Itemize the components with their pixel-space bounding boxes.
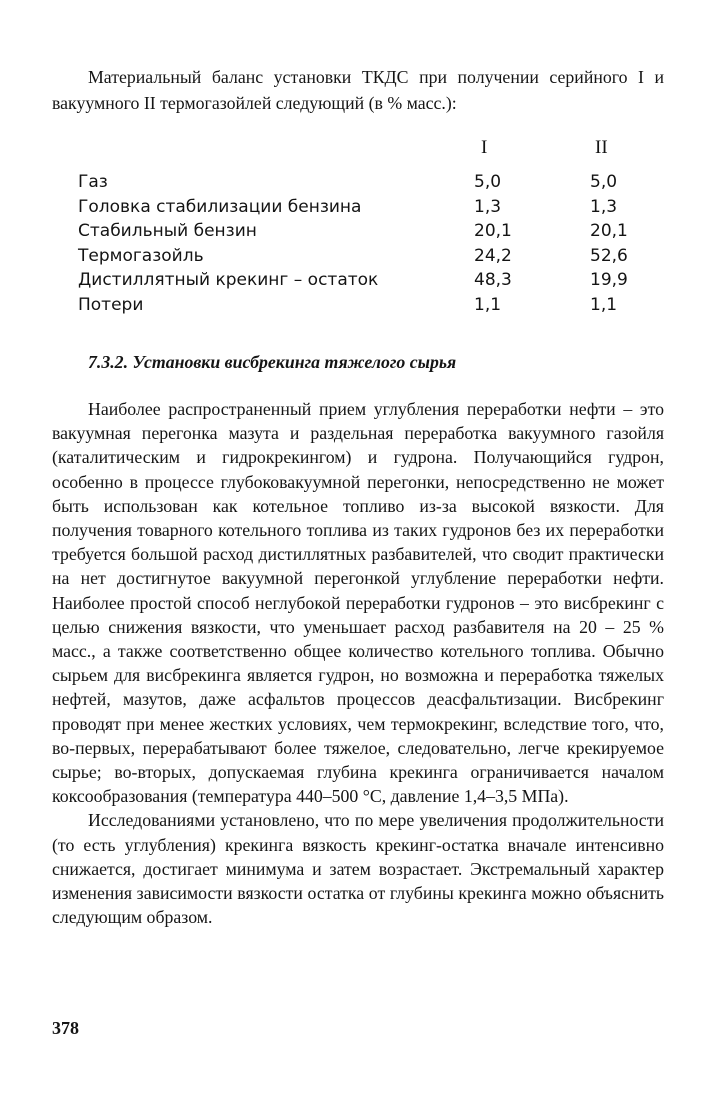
value-ii: 20,1: [590, 221, 628, 241]
value-ii: 1,3: [590, 196, 618, 217]
column-header-i: I: [481, 137, 488, 158]
material-balance-table: [78, 136, 638, 317]
table-header-row: [78, 136, 638, 170]
value-ii: 1,1: [590, 294, 618, 315]
table-row: [78, 219, 638, 244]
body-text: [52, 397, 664, 929]
table-row: [78, 293, 638, 318]
row-label: Головка стабилизации бензина: [78, 196, 362, 217]
paragraph: Исследованиями установлено, что по мере увеличения продолжительности (то есть углубления) крекинга вязкость крекинг-остатка вначале интенсивно снижается, достигает минимума и затем возрастает. Экстремальный характер изменения зависимости вязкости остатка от глубины крекинга можно объяснить следующим образом.: [52, 810, 664, 928]
row-label: Газ: [78, 172, 108, 192]
paragraph: Наиболее распространенный прием углубления переработки нефти – это вакуумная перегонка мазута и раздельная переработка вакуумного газойля (каталитическим и гидрокрекингом) и гудрона. Получающийся гудрон, особенно в процессе глубоковакуумной перегонки, непосредственно не может быть использован как котельное топливо из-за высокой вязкости. Для получения товарного котельного топлива из таких гудронов без их переработки требуется большой расход дистиллятных разбавителей, что сводит практически на нет достигнутое вакуумной перегонкой углубление переработки нефти. Наиболее простой способ неглубокой переработки гудронов – это висбрекинг с целью снижения вязкости, что уменьшает расход разбавителя на 20 – 25 % масс., а также соответственно общее количество котельного топлива. Обычно сырьем для висбрекинга является гудрон, но возможна и переработка тяжелых нефтей, мазутов, даже асфальтов процессов деасфальтизации. Висбрекинг проводят при менее жестких условиях, чем термокрекинг, вследствие того, что, во-первых, перерабатывают более тяжелое, следовательно, легче крекируемое сырье; во-вторых, допускаемая глубина крекинга ограничивается началом коксообразования (температура 440–500 °С, давление 1,4–3,5 МПа).: [52, 399, 664, 807]
value-i: 48,3: [474, 270, 512, 290]
row-label: Дистиллятный крекинг – остаток: [78, 270, 379, 290]
value-i: 1,3: [474, 196, 502, 217]
row-label: Термогазойль: [78, 245, 204, 266]
table-row: [78, 268, 638, 293]
table-row: [78, 170, 638, 195]
value-i: 1,1: [474, 294, 502, 315]
row-label: Стабильный бензин: [78, 221, 257, 241]
table-row: [78, 244, 638, 269]
value-ii: 52,6: [590, 245, 628, 266]
value-ii: 5,0: [590, 172, 618, 192]
value-i: 5,0: [474, 172, 502, 192]
intro-paragraph: Материальный баланс установки ТКДС при получении серийного I и вакуумного II термогазойлей следующий (в % масс.):: [52, 67, 664, 113]
table-row: [78, 195, 638, 220]
page-number: 378: [52, 1018, 79, 1038]
value-i: 20,1: [474, 221, 512, 241]
column-header-ii: II: [595, 137, 608, 158]
row-label: Потери: [78, 294, 144, 315]
value-i: 24,2: [474, 245, 512, 266]
section-heading: 7.3.2. Установки висбрекинга тяжелого сырья: [88, 352, 457, 372]
value-ii: 19,9: [590, 270, 628, 290]
